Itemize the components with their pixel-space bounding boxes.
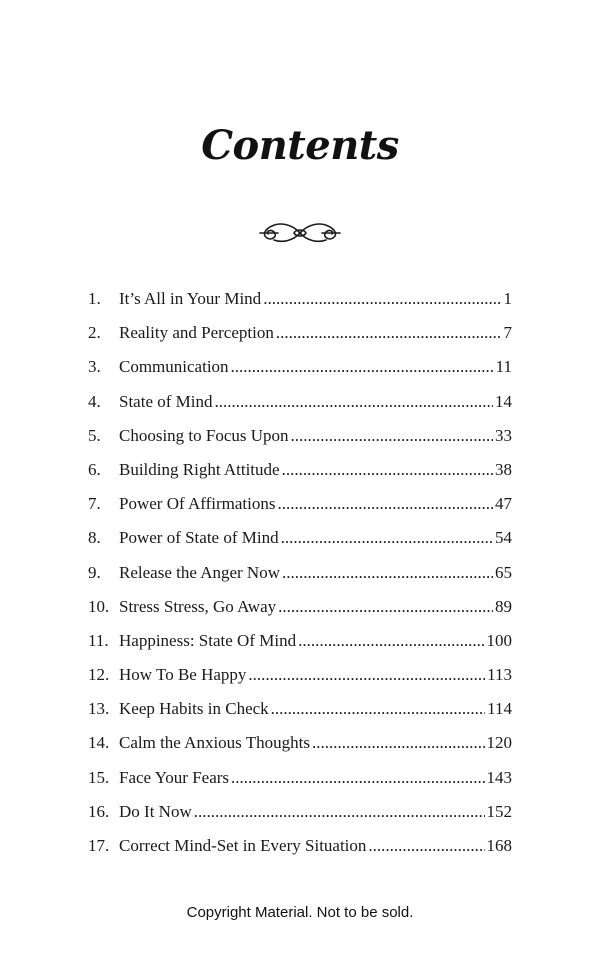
toc-entry-page: 114 <box>487 699 512 719</box>
toc-entry <box>88 729 512 763</box>
toc-entry-page: 168 <box>486 836 512 855</box>
toc-entry <box>88 422 512 456</box>
toc-entry-number: 17. <box>88 836 110 855</box>
toc-entry-title: Choosing to Focus Upon <box>119 425 289 445</box>
toc-entry-title: Calm the Anxious Thoughts <box>119 733 310 753</box>
toc-entry <box>88 559 512 593</box>
toc-dot-leader <box>291 422 493 450</box>
toc-dot-leader <box>368 832 484 860</box>
toc-entry <box>88 764 512 798</box>
toc-entry-page: 113 <box>487 665 512 685</box>
toc-entry-number: 5. <box>88 425 101 445</box>
toc-dot-leader <box>298 627 484 655</box>
toc-entry-number: 14. <box>88 733 110 753</box>
toc-entry <box>88 490 512 524</box>
toc-entry <box>88 285 512 319</box>
toc-entry <box>88 627 512 661</box>
toc-entry-title: It’s All in Your Mind <box>119 289 262 308</box>
toc-dot-leader <box>215 388 494 416</box>
toc-entry-page: 11 <box>495 357 512 377</box>
toc-entry-title: Reality and Perception <box>119 323 274 343</box>
toc-entry-title: Happiness: State Of Mind <box>119 630 297 650</box>
toc-entry <box>88 661 512 695</box>
toc-dot-leader <box>231 764 484 792</box>
toc-entry <box>88 319 512 353</box>
toc-entry-number: 3. <box>88 357 101 377</box>
toc-entry-number: 7. <box>88 494 101 514</box>
toc-entry <box>88 388 512 422</box>
toc-dot-leader <box>281 524 493 552</box>
toc-entry-number: 4. <box>88 391 101 411</box>
toc-entry-title: Keep Habits in Check <box>119 699 269 719</box>
toc-dot-leader <box>271 695 485 723</box>
toc-entry-title: Face Your Fears <box>119 767 230 787</box>
toc-entry-title: Building Right Attitude <box>119 459 280 479</box>
toc-entry-number: 8. <box>88 528 101 548</box>
toc-entry-number: 9. <box>88 562 101 582</box>
toc-dot-leader <box>194 798 485 826</box>
toc-entry-title: Power of State of Mind <box>119 528 279 548</box>
toc-entry <box>88 524 512 558</box>
toc-entry-page: 14 <box>495 391 512 411</box>
toc-entry-title: Stress Stress, Go Away <box>119 596 277 616</box>
toc-entry-page: 65 <box>495 562 512 582</box>
toc-entry <box>88 353 512 387</box>
flourish-ornament-icon <box>258 216 342 250</box>
toc-entry-title: Power Of Affirmations <box>119 494 276 514</box>
toc-entry-title: State of Mind <box>119 391 213 411</box>
toc-entry-page: 152 <box>486 801 512 821</box>
toc-entry-page: 1 <box>503 289 512 308</box>
toc-entry-number: 13. <box>88 699 110 719</box>
toc-entry-number: 2. <box>88 323 101 343</box>
toc-entry <box>88 832 512 866</box>
toc-entry-title: How To Be Happy <box>119 665 247 685</box>
toc-dot-leader <box>277 490 493 518</box>
toc-entry-number: 11. <box>88 630 109 650</box>
toc-entry <box>88 798 512 832</box>
toc-entry <box>88 593 512 627</box>
toc-entry-page: 38 <box>495 459 512 479</box>
toc-entry-page: 7 <box>503 323 512 343</box>
toc-entry-page: 54 <box>495 528 512 548</box>
toc-entry-page: 100 <box>486 630 512 650</box>
toc-dot-leader <box>276 319 502 347</box>
toc-entry <box>88 695 512 729</box>
copyright-footer: Copyright Material. Not to be sold. <box>186 904 414 921</box>
toc-entry-title: Do It Now <box>119 801 192 821</box>
toc-entry-number: 15. <box>88 767 110 787</box>
toc-entry-title: Correct Mind-Set in Every Situation <box>119 836 367 855</box>
toc-entry-number: 10. <box>88 596 110 616</box>
toc-entry-title: Communication <box>119 357 229 377</box>
toc-dot-leader <box>282 456 493 484</box>
toc-dot-leader <box>248 661 485 689</box>
toc-entry-number: 1. <box>88 289 101 308</box>
toc-entry-page: 33 <box>495 425 512 445</box>
toc-dot-leader <box>312 729 485 757</box>
page-title: Contents <box>201 122 399 169</box>
toc-entry-page: 143 <box>486 767 512 787</box>
toc-entry-page: 89 <box>495 596 512 616</box>
toc-entry-page: 47 <box>495 494 512 514</box>
toc-entry-number: 12. <box>88 665 110 685</box>
toc-entry-page: 120 <box>486 733 512 753</box>
toc-dot-leader <box>263 285 501 313</box>
toc-dot-leader <box>278 593 493 621</box>
toc-entry-number: 6. <box>88 459 101 479</box>
toc-entry <box>88 456 512 490</box>
toc-dot-leader <box>231 353 494 381</box>
toc-entry-number: 16. <box>88 801 110 821</box>
table-of-contents <box>88 285 512 866</box>
toc-entry-title: Release the Anger Now <box>119 562 280 582</box>
toc-dot-leader <box>282 559 493 587</box>
